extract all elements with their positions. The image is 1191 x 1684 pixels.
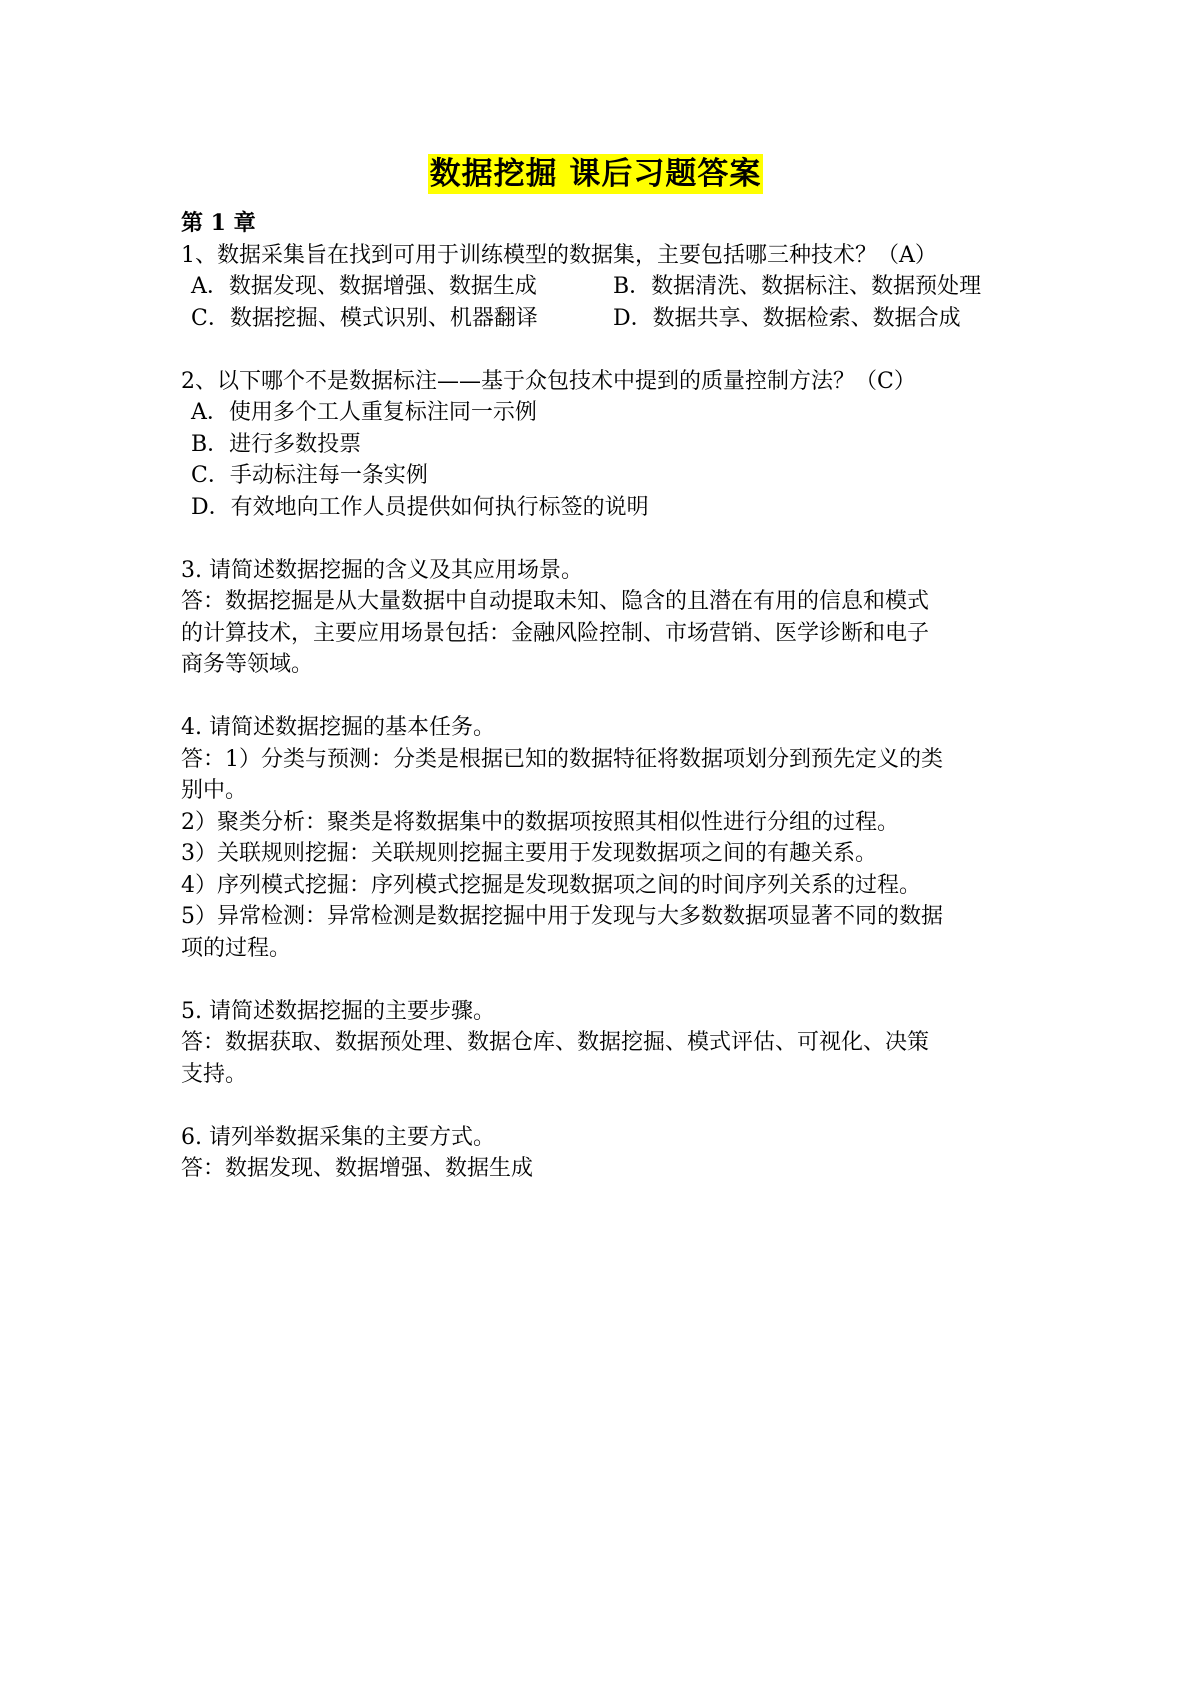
question-2-option-b: B．进行多数投票 [191,431,362,457]
spacer [181,334,1041,366]
question-1-option-a: A．数据发现、数据增强、数据生成 [191,274,537,299]
question-3-answer-line: 商务等领域。 [181,652,314,677]
question-2-text: 2、以下哪个不是数据标注——基于众包技术中提到的质量控制方法？（C） [181,368,916,394]
document-title: 数据挖掘 课后习题答案 [429,156,762,192]
question-1-option-c: C．数据挖掘、模式识别、机器翻译 [191,305,538,331]
chapter-heading: 第 1 章 [181,210,256,236]
question-5-text: 5. 请简述数据挖掘的主要步骤。 [181,998,495,1024]
question-4-answer-line: 4）序列模式挖掘：序列模式挖掘是发现数据项之间的时间序列关系的过程。 [181,872,921,898]
question-4-answer-line: 5）异常检测：异常检测是数据挖掘中用于发现与大多数数据项显著不同的数据 [181,904,943,929]
question-6-text: 6. 请列举数据采集的主要方式。 [181,1124,495,1150]
question-1-options-row-1 [181,271,1041,303]
question-4-answer-line: 2）聚类分析：聚类是将数据集中的数据项按照其相似性进行分组的过程。 [181,809,899,835]
question-6-answer-line: 答：数据发现、数据增强、数据生成 [181,1156,534,1181]
question-1-text: 1、数据采集旨在找到可用于训练模型的数据集，主要包括哪三种技术？（A） [181,242,937,268]
document-body [181,208,1041,1185]
question-4-answer-line: 答：1）分类与预测：分类是根据已知的数据特征将数据项划分到预先定义的类 [181,746,943,772]
spacer [181,1090,1041,1122]
question-4-answer-line: 3）关联规则挖掘：关联规则挖掘主要用于发现数据项之间的有趣关系。 [181,841,877,866]
question-5-answer-line: 支持。 [181,1061,248,1087]
question-1-option-b: B．数据清洗、数据标注、数据预处理 [613,274,982,299]
question-1-options-row-2 [181,303,1041,335]
question-4-answer-line: 别中。 [181,778,248,803]
question-2-option-a: A．使用多个工人重复标注同一示例 [191,400,537,425]
question-4-answer-line: 项的过程。 [181,935,292,961]
spacer [181,523,1041,555]
title-container [0,154,1191,194]
question-3-text: 3. 请简述数据挖掘的含义及其应用场景。 [181,557,583,583]
question-2-option-d: D．有效地向工作人员提供如何执行标签的说明 [191,494,649,520]
question-3-answer-line: 的计算技术，主要应用场景包括：金融风险控制、市场营销、医学诊断和电子 [181,620,930,646]
spacer [181,681,1041,713]
question-5-answer-line: 答：数据获取、数据预处理、数据仓库、数据挖掘、模式评估、可视化、决策 [181,1030,930,1055]
question-2-option-c: C．手动标注每一条实例 [191,463,428,488]
question-4-text: 4. 请简述数据挖掘的基本任务。 [181,715,495,740]
question-1-option-d: D．数据共享、数据检索、数据合成 [613,305,961,331]
question-3-answer-line: 答：数据挖掘是从大量数据中自动提取未知、隐含的且潜在有用的信息和模式 [181,589,930,614]
spacer [181,964,1041,996]
